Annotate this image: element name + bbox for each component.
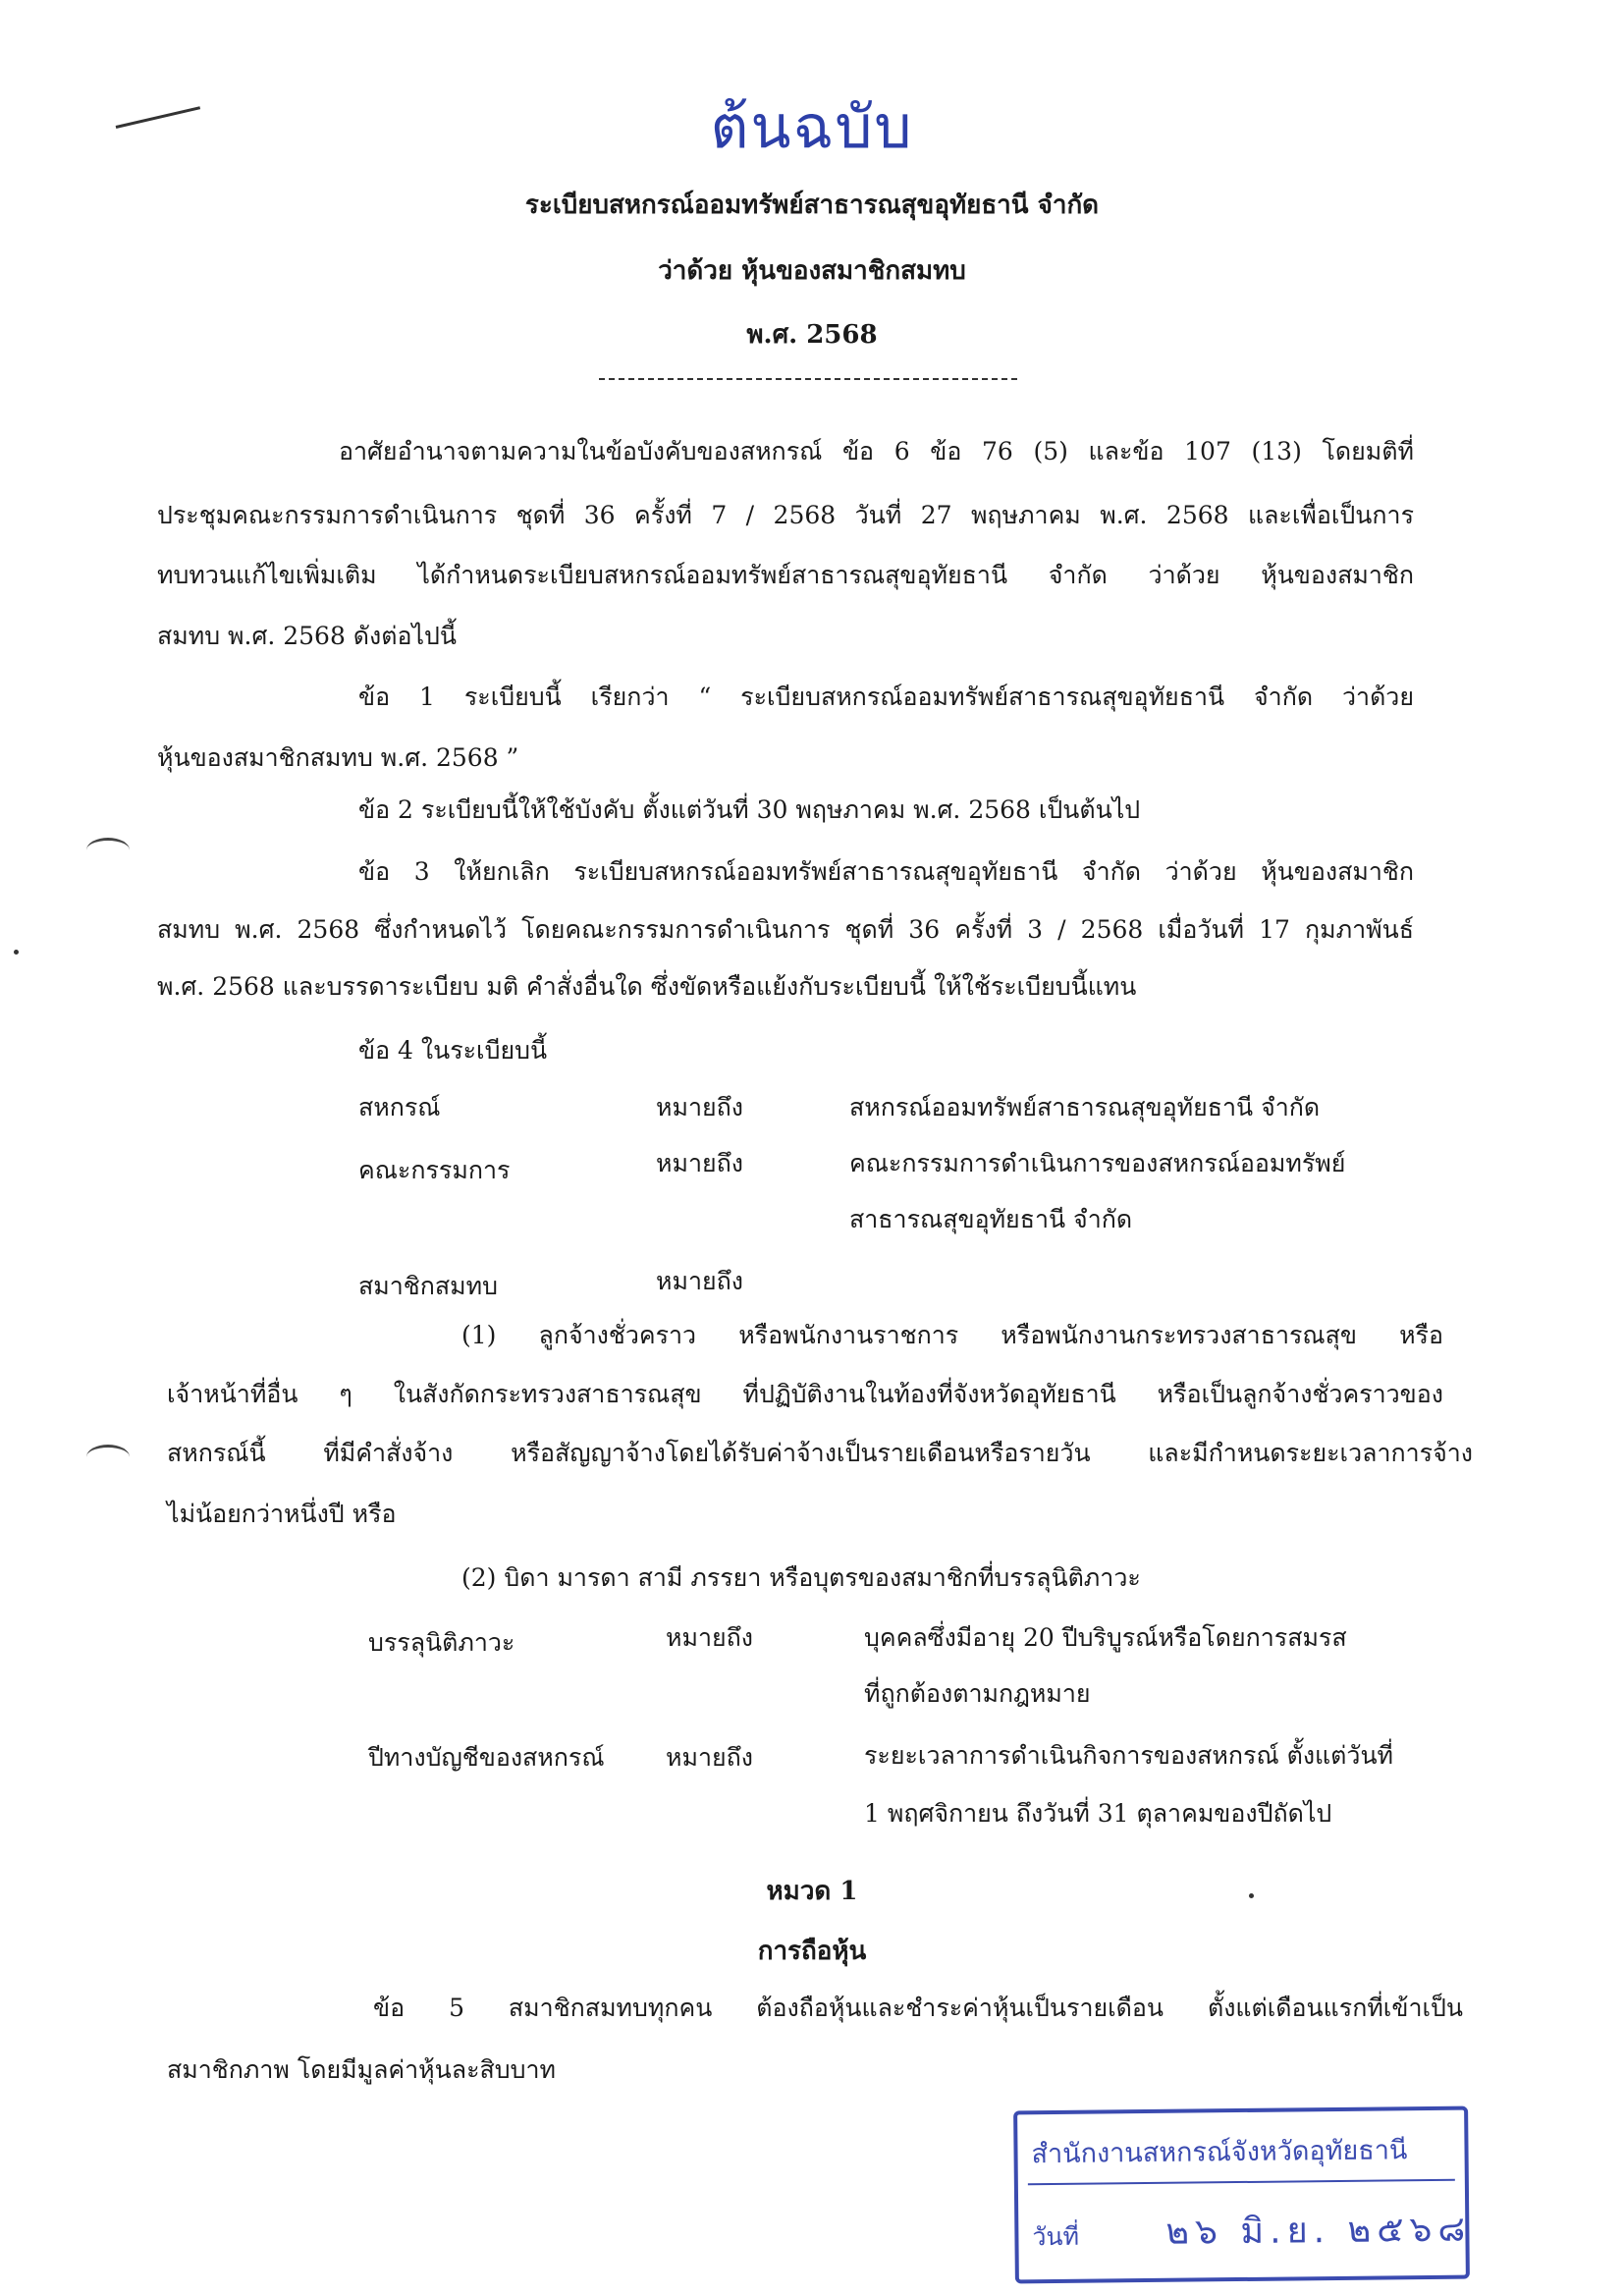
preamble-line: ทบทวนแก้ไขเพิ่มเติม ได้กำหนดระเบียบสหกรณ์ออมทรัพย์สาธารณสุขอุทัยธานี จำกัด ว่าด้วย หุ้นของสมาชิก [157, 561, 1414, 589]
stamp-date-label: วันที่ [1032, 2221, 1080, 2252]
definition-term: คณะกรรมการ [358, 1156, 511, 1184]
definition-text: ที่ถูกต้องตามกฎหมาย [864, 1679, 1091, 1708]
definition-term: บรรลุนิติภาวะ [368, 1628, 515, 1657]
document-year: พ.ศ. 2568 [746, 320, 878, 350]
clause-5-line: สมาชิกภาพ โดยมีมูลค่าหุ้นละสิบบาท [167, 2055, 557, 2084]
dot-mark [14, 950, 19, 955]
stamp-date-value: ๒๖ มิ.ย. ๒๕๖๘ [1165, 2209, 1472, 2253]
original-copy-stamp: ต้นฉบับ [710, 93, 914, 162]
punch-hole-mark [86, 838, 130, 862]
clause-4-intro: ข้อ 4 ในระเบียบนี้ [358, 1036, 548, 1065]
receipt-stamp [1013, 2106, 1470, 2284]
chapter-number: หมวด 1 [766, 1877, 858, 1906]
clause-1-line: หุ้นของสมาชิกสมทบ พ.ศ. 2568 ” [157, 743, 519, 772]
definition-text: บุคคลซึ่งมีอายุ 20 ปีบริบูรณ์หรือโดยการสมรส [864, 1623, 1347, 1652]
member-item-1-line: เจ้าหน้าที่อื่น ๆ ในสังกัดกระทรวงสาธารณสุข ที่ปฏิบัติงานในท้องที่จังหวัดอุทัยธานี หรือเป็นลูกจ้างชั่วคราวของ [167, 1380, 1443, 1408]
definition-means: หมายถึง [656, 1093, 743, 1121]
member-item-1-line: สหกรณ์นี้ ที่มีคำสั่งจ้าง หรือสัญญาจ้างโดยได้รับค่าจ้างเป็นรายเดือนหรือรายวัน และมีกำหนดระยะเวลาการจ้าง [167, 1439, 1473, 1467]
definition-term: สมาชิกสมทบ [358, 1272, 498, 1300]
definition-text: ระยะเวลาการดำเนินกิจการของสหกรณ์ ตั้งแต่วันที่ [864, 1741, 1394, 1770]
definition-term: ปีทางบัญชีของสหกรณ์ [368, 1743, 605, 1772]
definition-text: สาธารณสุขอุทัยธานี จำกัด [849, 1205, 1133, 1233]
definition-means: หมายถึง [656, 1267, 743, 1295]
clause-3-line: ข้อ 3 ให้ยกเลิก ระเบียบสหกรณ์ออมทรัพย์สาธารณสุขอุทัยธานี จำกัด ว่าด้วย หุ้นของสมาชิก [358, 857, 1414, 886]
chapter-title: การถือหุ้น [757, 1937, 867, 1966]
member-item-1-line: ไม่น้อยกว่าหนึ่งปี หรือ [167, 1500, 397, 1528]
definition-means: หมายถึง [666, 1743, 753, 1772]
definition-means: หมายถึง [666, 1623, 753, 1652]
clause-3-line: สมทบ พ.ศ. 2568 ซึ่งกำหนดไว้ โดยคณะกรรมการดำเนินการ ชุดที่ 36 ครั้งที่ 3 / 2568 เมื่อวันที่ 17 กุมภาพันธ์ [157, 915, 1414, 944]
definition-means: หมายถึง [656, 1149, 743, 1177]
document-subtitle: ว่าด้วย หุ้นของสมาชิกสมทบ [658, 256, 966, 286]
clause-5-line: ข้อ 5 สมาชิกสมทบทุกคน ต้องถือหุ้นและชำระค่าหุ้นเป็นรายเดือน ตั้งแต่เดือนแรกที่เข้าเป็น [373, 1994, 1463, 2022]
stamp-divider [1028, 2179, 1455, 2186]
preamble-line: สมทบ พ.ศ. 2568 ดังต่อไปนี้ [157, 622, 458, 650]
definition-text: สหกรณ์ออมทรัพย์สาธารณสุขอุทัยธานี จำกัด [849, 1093, 1321, 1121]
header-divider [599, 378, 1017, 380]
document-title: ระเบียบสหกรณ์ออมทรัพย์สาธารณสุขอุทัยธานี จำกัด [524, 191, 1100, 220]
definition-term: สหกรณ์ [358, 1093, 441, 1121]
member-item-2: (2) บิดา มารดา สามี ภรรยา หรือบุตรของสมาชิกที่บรรลุนิติภาวะ [461, 1563, 1141, 1592]
punch-hole-mark [86, 1445, 130, 1469]
clause-2: ข้อ 2 ระเบียบนี้ให้ใช้บังคับ ตั้งแต่วันที่ 30 พฤษภาคม พ.ศ. 2568 เป็นต้นไป [358, 795, 1141, 824]
member-item-1-line: (1) ลูกจ้างชั่วคราว หรือพนักงานราชการ หรือพนักงานกระทรวงสาธารณสุข หรือ [461, 1321, 1443, 1349]
stamp-office-name: สำนักงานสหกรณ์จังหวัดอุทัยธานี [1031, 2135, 1408, 2170]
preamble-line: ประชุมคณะกรรมการดำเนินการ ชุดที่ 36 ครั้งที่ 7 / 2568 วันที่ 27 พฤษภาคม พ.ศ. 2568 และเพื่อเป็นการ [157, 501, 1414, 529]
clause-3-line: พ.ศ. 2568 และบรรดาระเบียบ มติ คำสั่งอื่นใด ซึ่งขัดหรือแย้งกับระเบียบนี้ ให้ใช้ระเบียบนี้แทน [157, 972, 1137, 1001]
definition-text: คณะกรรมการดำเนินการของสหกรณ์ออมทรัพย์ [849, 1149, 1346, 1177]
preamble-line: อาศัยอำนาจตามความในข้อบังคับของสหกรณ์ ข้อ 6 ข้อ 76 (5) และข้อ 107 (13) โดยมติที่ [339, 437, 1414, 465]
clause-1-line: ข้อ 1 ระเบียบนี้ เรียกว่า “ ระเบียบสหกรณ์ออมทรัพย์สาธารณสุขอุทัยธานี จำกัด ว่าด้วย [358, 683, 1414, 711]
definition-text: 1 พฤศจิกายน ถึงวันที่ 31 ตุลาคมของปีถัดไป [864, 1799, 1332, 1828]
